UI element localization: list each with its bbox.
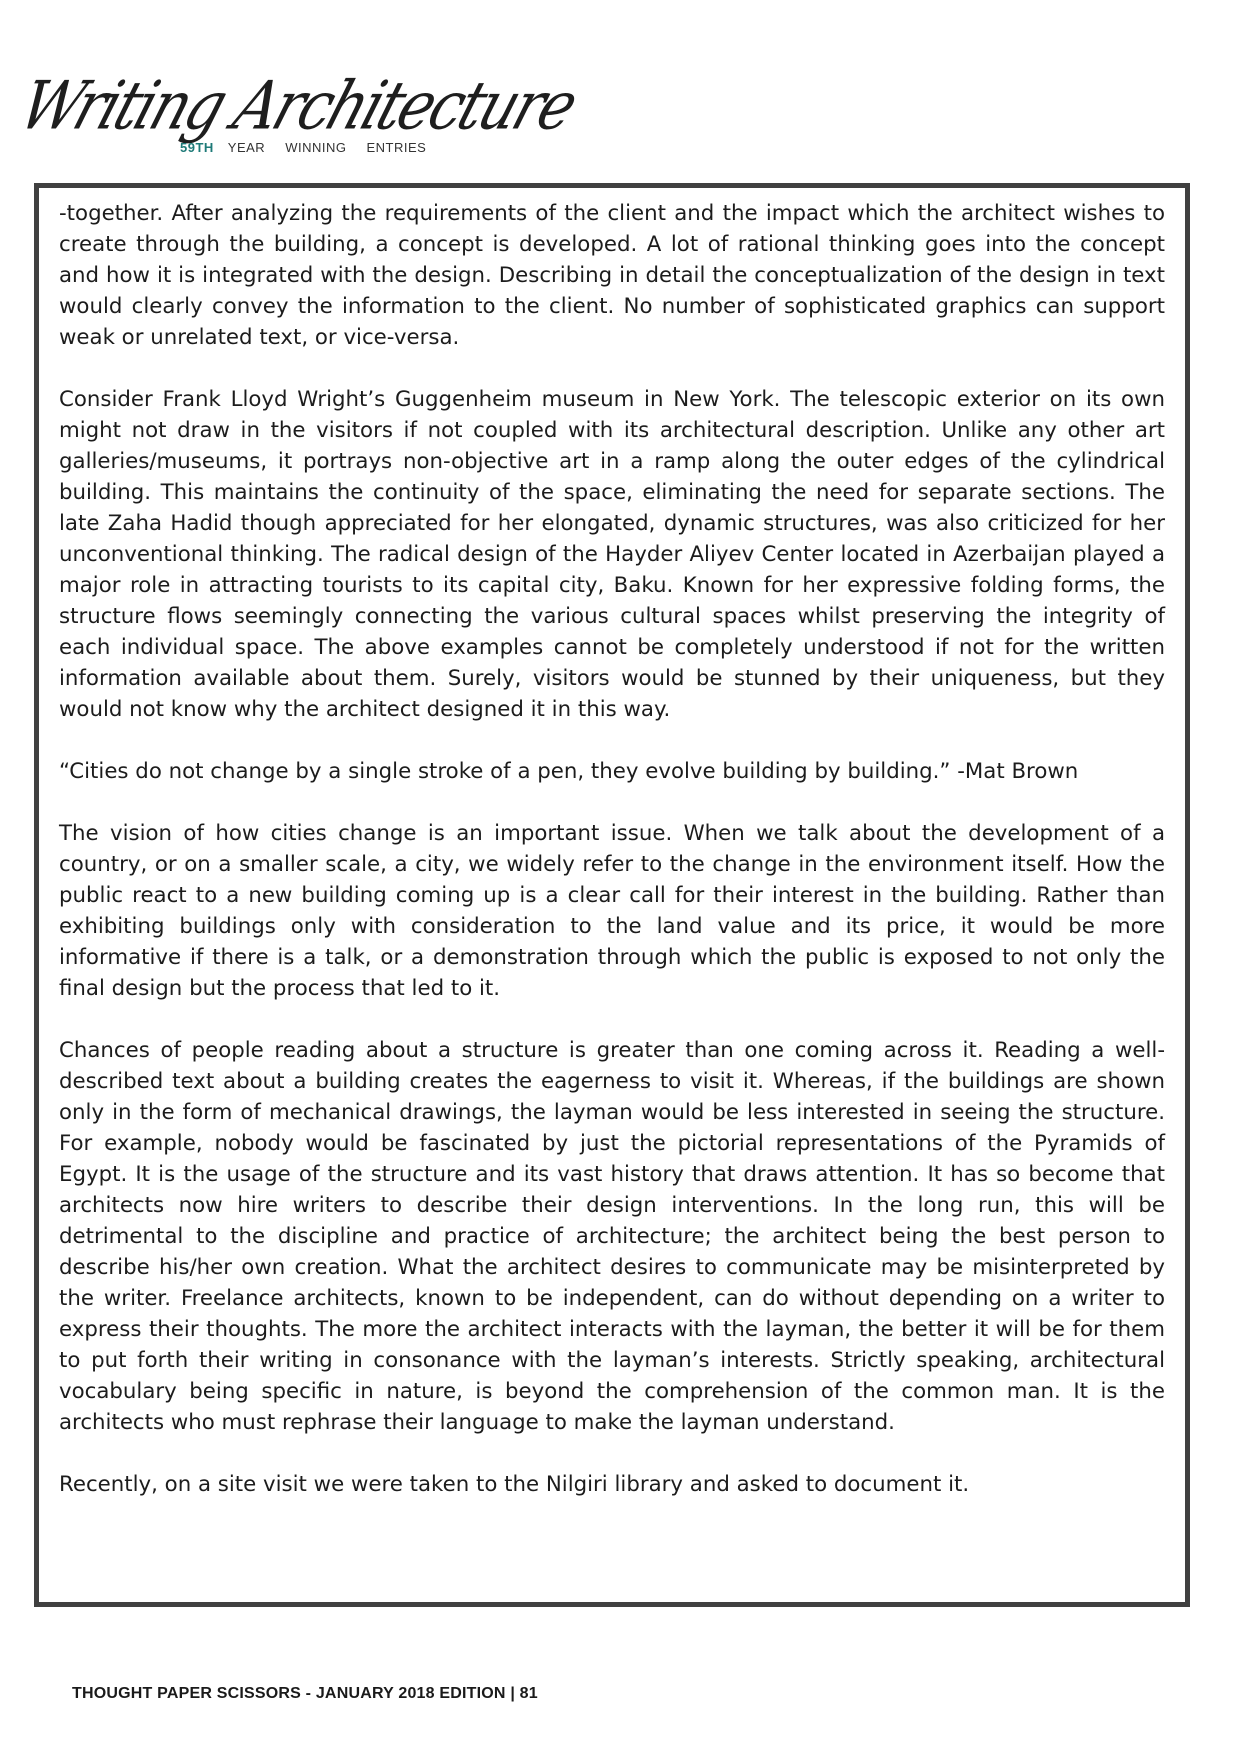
subtitle-year-number: 59TH xyxy=(180,140,214,155)
paragraph-city-change: The vision of how cities change is an important issue. When we talk about the development of a country, or on a smaller scale, a city, we widely refer to the change in the environment itself. How the public react to a new building coming up is a clear call for their interest in the building. Rather than exhibiting buildings only with consideration to the land value and its price, it would be more informative if there is a talk, or a demonstration through which the public is exposed to not only the final design but the process that led to it. xyxy=(59,821,1165,1001)
subtitle-word-winning: WINNING xyxy=(285,140,347,155)
header-subtitle xyxy=(180,140,446,155)
paragraph-mat-brown-quote: “Cities do not change by a single stroke of a pen, they evolve building by building.” -Mat Brown xyxy=(59,759,1079,784)
paragraph-reading-about-structures: Chances of people reading about a structure is greater than one coming across it. Reading a well-described text about a building creates the eagerness to visit it. Whereas, if the buildings are shown only in the form of mechanical drawings, the layman would be less interested in seeing the structure. For example, nobody would be fascinated by just the pictorial representations of the Pyramids of Egypt. It is the usage of the structure and its vast history that draws attention. It has so become that architects now hire writers to describe their design interventions. In the long run, this will be detrimental to the discipline and practice of architecture; the architect being the best person to describe his/her own creation. What the architect desires to communicate may be misinterpreted by the writer. Freelance architects, known to be independent, can do without depending on a writer to express their thoughts. The more the architect interacts with the layman, the better it will be for them to put forth their writing in consonance with the layman’s interests. Strictly speaking, architectural vocabulary being specific in nature, is beyond the comprehension of the common man. It is the architects who must rephrase their language to make the layman understand. xyxy=(59,1038,1165,1435)
subtitle-word-entries: ENTRIES xyxy=(366,140,427,155)
page-footer: THOUGHT PAPER SCISSORS - JANUARY 2018 EDITION | 81 xyxy=(72,1685,538,1702)
article-text-frame xyxy=(34,183,1190,1607)
writing-architecture-logo: Writing Architecture xyxy=(10,66,585,145)
paragraph-guggenheim-hadid: Consider Frank Lloyd Wright’s Guggenheim museum in New York. The telescopic exterior on its own might not draw in the visitors if not coupled with its architectural description. Unlike any other art galleries/museums, it portrays non-objective art in a ramp along the outer edges of the cylindrical building. This maintains the continuity of the space, eliminating the need for separate sections. The late Zaha Hadid though appreciated for her elongated, dynamic structures, was also criticized for her unconventional thinking. The radical design of the Hayder Aliyev Center located in Azerbaijan played a major role in attracting tourists to its capital city, Baku. Known for her expressive folding forms, the structure flows seemingly connecting the various cultural spaces whilst preserving the integrity of each individual space. The above examples cannot be completely understood if not for the written information available about them. Surely, visitors would be stunned by their uniqueness, but they would not know why the architect designed it in this way. xyxy=(59,387,1165,722)
paragraph-design-concept: -together. After analyzing the requirements of the client and the impact which the architect wishes to create through the building, a concept is developed. A lot of rational thinking goes into the concept and how it is integrated with the design. Describing in detail the conceptualization of the design in text would clearly convey the information to the client. No number of sophisticated graphics can support weak or unrelated text, or vice-versa. xyxy=(59,201,1165,350)
page-header xyxy=(10,66,585,162)
paragraph-nilgiri-library: Recently, on a site visit we were taken to the Nilgiri library and asked to document it. xyxy=(59,1472,970,1497)
subtitle-word-year: YEAR xyxy=(227,140,266,155)
